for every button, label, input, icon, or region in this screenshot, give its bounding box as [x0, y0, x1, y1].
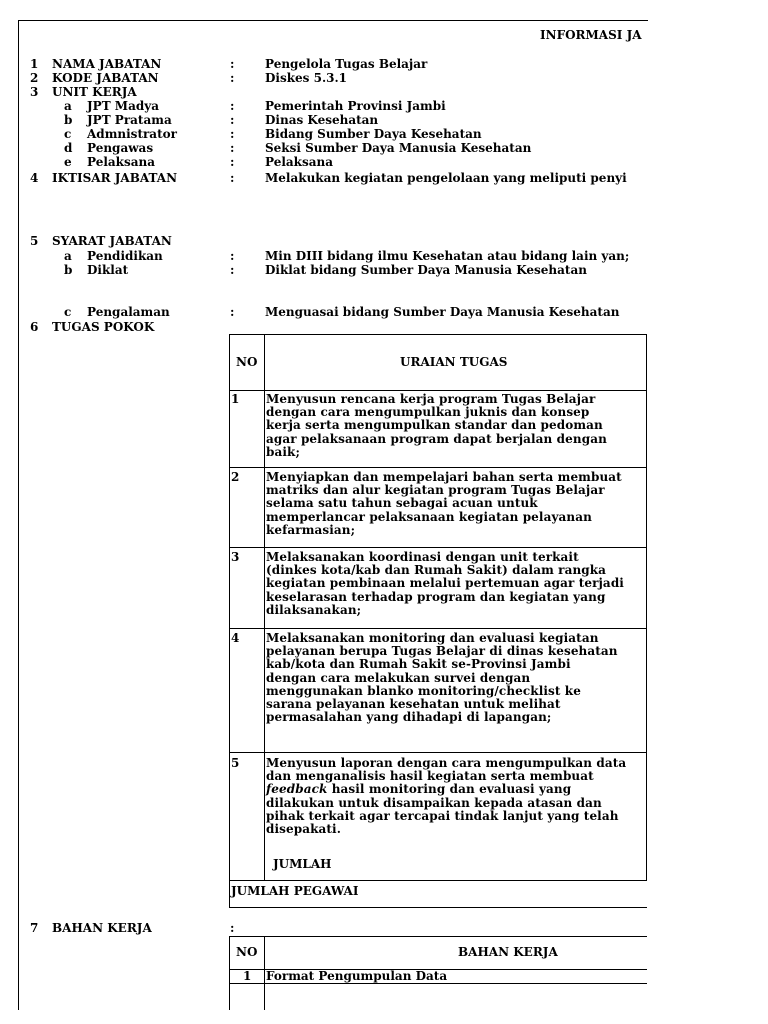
item-letter: c	[64, 305, 72, 319]
table-border	[229, 983, 647, 984]
unit-item-label: JPT Pratama	[87, 113, 172, 127]
syarat-jabatan-label: SYARAT JABATAN	[52, 234, 172, 248]
separator: :	[230, 249, 235, 263]
kode-jabatan-label: KODE JABATAN	[52, 71, 159, 85]
nama-jabatan-label: NAMA JABATAN	[52, 57, 162, 71]
kode-jabatan-value: Diskes 5.3.1	[265, 71, 348, 85]
separator: :	[230, 57, 235, 71]
unit-item-label: JPT Madya	[87, 99, 160, 113]
row-number: 2	[231, 470, 240, 484]
syarat-item-value: Diklat bidang Sumber Daya Manusia Kesehatan	[265, 263, 587, 277]
jumlah-pegawai-label: JUMLAH PEGAWAI	[231, 884, 359, 898]
row-number: 3	[231, 550, 240, 564]
item-letter: a	[64, 249, 72, 263]
bahan-kerja-label: BAHAN KERJA	[52, 921, 152, 935]
table-border	[229, 334, 230, 908]
separator: :	[230, 99, 235, 113]
unit-kerja-label: UNIT KERJA	[52, 85, 137, 99]
table-header-uraian: URAIAN TUGAS	[400, 355, 508, 369]
separator: :	[230, 155, 235, 169]
bahan-header-no: NO	[236, 945, 258, 959]
unit-item-value: Pemerintah Provinsi Jambi	[265, 99, 446, 113]
syarat-item-value: Menguasai bidang Sumber Daya Manusia Kesehatan	[265, 305, 620, 319]
field-number: 4	[30, 171, 39, 185]
separator: :	[230, 127, 235, 141]
separator: :	[230, 71, 235, 85]
unit-item-value: Seksi Sumber Daya Manusia Kesehatan	[265, 141, 532, 155]
table-border	[229, 390, 647, 391]
table-border	[229, 752, 647, 753]
unit-item-label: Pelaksana	[87, 155, 156, 169]
table-border	[229, 907, 647, 908]
table-border	[229, 880, 647, 881]
left-border	[18, 20, 19, 1010]
table-header-no: NO	[236, 355, 258, 369]
row-number: 4	[231, 631, 240, 645]
syarat-item-label: Pendidikan	[87, 249, 163, 263]
table-border	[646, 334, 647, 880]
separator: :	[230, 171, 235, 185]
table-border	[229, 628, 647, 629]
bahan-item: Format Pengumpulan Data	[266, 969, 448, 983]
unit-item-value: Bidang Sumber Daya Kesehatan	[265, 127, 482, 141]
syarat-item-label: Diklat	[87, 263, 129, 277]
task-description: Melaksanakan monitoring dan evaluasi kegiatan pelayanan berupa Tugas Belajar di dinas kesehatan kab/kota dan Rumah Sakit se-Provinsi Jambi dengan cara melakukan survei dengan menggunakan blanko monitoring/checklist ke sarana pelayanan kesehatan untuk melihat permasalahan yang dihadapi di lapangan;	[266, 631, 618, 725]
syarat-item-label: Pengalaman	[87, 305, 170, 319]
field-number: 1	[30, 57, 39, 71]
table-border	[229, 547, 647, 548]
unit-item-value: Dinas Kesehatan	[265, 113, 379, 127]
table-border	[229, 936, 647, 937]
task-description: Menyusun rencana kerja program Tugas Belajar dengan cara mengumpulkan juknis dan konsep kerja serta mengumpulkan standar dan pedoman agar pelaksanaan program dapat berjalan dengan baik;	[266, 392, 607, 459]
table-border	[229, 936, 230, 1010]
task-description: Menyiapkan dan mempelajari bahan serta membuat matriks dan alur kegiatan program Tugas Belajar selama satu tahun sebagai acuan untuk memperlancar pelaksanaan kegiatan pelayanan kefarmasian;	[266, 470, 622, 537]
unit-item-label: Admnistrator	[87, 127, 177, 141]
table-border	[229, 334, 647, 335]
iktisar-jabatan-value: Melakukan kegiatan pengelolaan yang meliputi penyi	[265, 172, 627, 185]
top-border	[18, 20, 648, 21]
nama-jabatan-value: Pengelola Tugas Belajar	[265, 57, 428, 71]
unit-item-value: Pelaksana	[265, 155, 334, 169]
field-number: 7	[30, 921, 39, 935]
table-border	[264, 334, 265, 880]
jumlah-label: JUMLAH	[273, 857, 332, 871]
document-title: INFORMASI JA	[540, 29, 642, 42]
row-number: 1	[231, 392, 240, 406]
table-border	[264, 936, 265, 1010]
field-number: 3	[30, 85, 39, 99]
iktisar-jabatan-label: IKTISAR JABATAN	[52, 171, 178, 185]
item-letter: c	[64, 127, 72, 141]
bahan-header-bahan: BAHAN KERJA	[458, 945, 558, 959]
separator: :	[230, 263, 235, 277]
item-letter: e	[64, 155, 72, 169]
separator: :	[230, 921, 235, 935]
separator: :	[230, 305, 235, 319]
syarat-item-value: Min DIII bidang ilmu Kesehatan atau bidang lain yan;	[265, 250, 630, 263]
tugas-pokok-label: TUGAS POKOK	[52, 320, 155, 334]
table-border	[229, 467, 647, 468]
field-number: 5	[30, 234, 39, 248]
task-description: Melaksanakan koordinasi dengan unit terkait (dinkes kota/kab dan Rumah Sakit) dalam rangka kegiatan pembinaan melalui pertemuan agar terjadi keselarasan terhadap program dan kegiatan yang dilaksanakan;	[266, 550, 624, 617]
separator: :	[230, 113, 235, 127]
row-number: 1	[243, 969, 252, 983]
item-letter: a	[64, 99, 72, 113]
item-letter: b	[64, 113, 73, 127]
item-letter: b	[64, 263, 73, 277]
unit-item-label: Pengawas	[87, 141, 154, 155]
task-description: Menyusun laporan dengan cara mengumpulkan data dan menganalisis hasil kegiatan serta membuat feedback hasil monitoring dan evaluasi yang dilakukan untuk disampaikan kepada atasan dan pihak terkait agar tercapai tindak lanjut yang telah disepakati.	[266, 756, 627, 837]
field-number: 6	[30, 320, 39, 334]
row-number: 5	[231, 756, 240, 770]
separator: :	[230, 141, 235, 155]
field-number: 2	[30, 71, 39, 85]
item-letter: d	[64, 141, 73, 155]
